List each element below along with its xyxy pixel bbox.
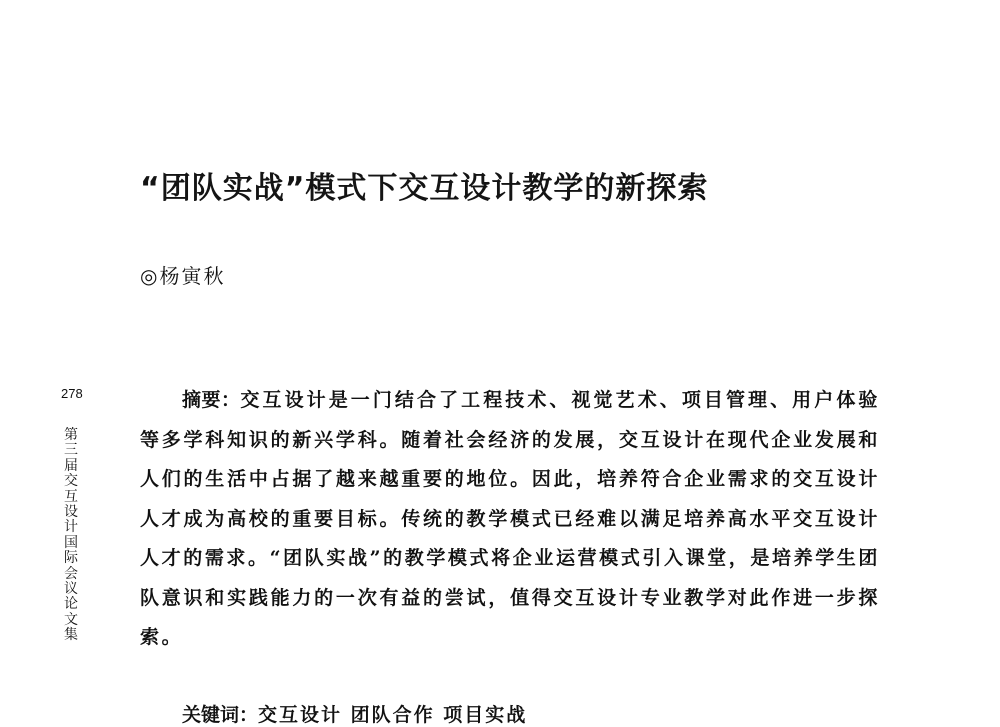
article-title: “团队实战”模式下交互设计教学的新探索 — [140, 171, 709, 207]
author-line: ◎杨寅秋 — [140, 264, 226, 288]
abstract-text: 交互设计是一门结合了工程技术、视觉艺术、项目管理、用户体验等多学科知识的新兴学科。随着社会经济的发展，交互设计在现代企业发展和人们的生活中占据了越来越重要的地位。因此，培养符合企业需求的交互设计人才成为高校的重要目标。传统的教学模式已经难以满足培养高水平交互设计人才的需求。“团队实战”的教学模式将企业运营模式引入课堂，是培养学生团队意识和实践能力的一次有益的尝试，值得交互设计专业教学对此作进一步探索。 — [140, 389, 880, 648]
keywords-text: 交互设计 团队合作 项目实战 — [258, 704, 528, 726]
running-title-vertical: 第三届交互设计国际会议论文集 — [64, 427, 78, 644]
page-number: 278 — [61, 386, 83, 401]
keywords-line — [182, 700, 527, 727]
abstract-label: 摘要： — [182, 389, 241, 411]
keywords-label: 关键词： — [182, 704, 259, 726]
abstract-paragraph — [140, 381, 880, 658]
